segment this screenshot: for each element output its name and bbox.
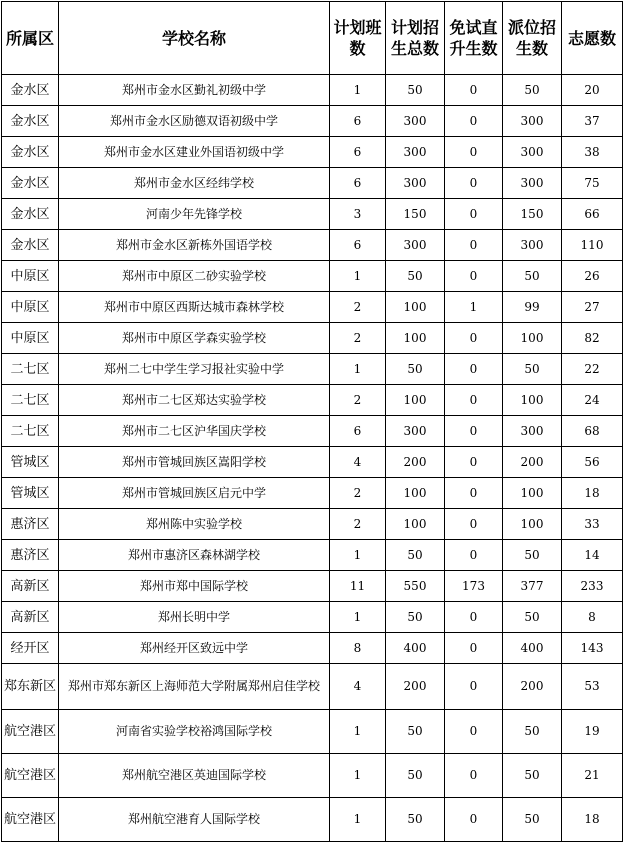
cell-planned-enrollment: 300	[386, 416, 445, 447]
cell-exempt-promotion: 0	[445, 261, 503, 292]
header-planned-enrollment: 计划招生总数	[386, 2, 445, 75]
cell-district: 金水区	[2, 199, 59, 230]
cell-planned-enrollment: 50	[386, 798, 445, 842]
cell-planned-enrollment: 100	[386, 509, 445, 540]
cell-district: 管城区	[2, 447, 59, 478]
cell-exempt-promotion: 173	[445, 571, 503, 602]
table-row	[2, 633, 623, 664]
header-applications: 志愿数	[562, 2, 623, 75]
cell-exempt-promotion: 1	[445, 292, 503, 323]
cell-exempt-promotion: 0	[445, 540, 503, 571]
cell-planned-classes: 6	[330, 230, 386, 261]
cell-planned-enrollment: 300	[386, 106, 445, 137]
cell-allocated-enrollment: 300	[503, 416, 562, 447]
cell-allocated-enrollment: 50	[503, 754, 562, 798]
header-row	[2, 2, 623, 75]
table-row	[2, 478, 623, 509]
cell-exempt-promotion: 0	[445, 168, 503, 199]
cell-applications: 75	[562, 168, 623, 199]
cell-school-name: 郑州市金水区励德双语初级中学	[59, 106, 330, 137]
cell-school-name: 郑州市中原区西斯达城市森林学校	[59, 292, 330, 323]
cell-planned-enrollment: 50	[386, 540, 445, 571]
table-row	[2, 754, 623, 798]
cell-exempt-promotion: 0	[445, 385, 503, 416]
cell-planned-enrollment: 150	[386, 199, 445, 230]
cell-exempt-promotion: 0	[445, 199, 503, 230]
cell-exempt-promotion: 0	[445, 798, 503, 842]
cell-applications: 24	[562, 385, 623, 416]
cell-planned-enrollment: 50	[386, 710, 445, 754]
cell-planned-classes: 1	[330, 798, 386, 842]
cell-district: 金水区	[2, 137, 59, 168]
cell-school-name: 郑州市金水区新栋外国语学校	[59, 230, 330, 261]
cell-applications: 22	[562, 354, 623, 385]
cell-exempt-promotion: 0	[445, 106, 503, 137]
table-body	[2, 75, 623, 842]
cell-exempt-promotion: 0	[445, 710, 503, 754]
cell-allocated-enrollment: 100	[503, 385, 562, 416]
cell-planned-classes: 3	[330, 199, 386, 230]
cell-planned-classes: 2	[330, 292, 386, 323]
cell-applications: 143	[562, 633, 623, 664]
cell-school-name: 郑州市郑东新区上海师范大学附属郑州启佳学校	[59, 664, 330, 710]
cell-applications: 18	[562, 798, 623, 842]
cell-planned-classes: 1	[330, 540, 386, 571]
cell-allocated-enrollment: 99	[503, 292, 562, 323]
cell-school-name: 郑州市管城回族区嵩阳学校	[59, 447, 330, 478]
cell-planned-classes: 6	[330, 416, 386, 447]
cell-allocated-enrollment: 100	[503, 509, 562, 540]
cell-applications: 26	[562, 261, 623, 292]
cell-applications: 110	[562, 230, 623, 261]
cell-school-name: 郑州市中原区学森实验学校	[59, 323, 330, 354]
cell-allocated-enrollment: 100	[503, 323, 562, 354]
cell-allocated-enrollment: 50	[503, 261, 562, 292]
cell-planned-enrollment: 50	[386, 75, 445, 106]
table-header	[2, 2, 623, 75]
cell-applications: 33	[562, 509, 623, 540]
cell-allocated-enrollment: 400	[503, 633, 562, 664]
cell-planned-classes: 2	[330, 478, 386, 509]
cell-applications: 19	[562, 710, 623, 754]
table-row	[2, 323, 623, 354]
cell-planned-enrollment: 300	[386, 168, 445, 199]
cell-planned-enrollment: 50	[386, 354, 445, 385]
cell-exempt-promotion: 0	[445, 137, 503, 168]
cell-planned-classes: 6	[330, 106, 386, 137]
cell-allocated-enrollment: 300	[503, 106, 562, 137]
cell-planned-enrollment: 100	[386, 478, 445, 509]
cell-planned-classes: 4	[330, 664, 386, 710]
header-district: 所属区	[2, 2, 59, 75]
cell-district: 高新区	[2, 602, 59, 633]
cell-planned-enrollment: 50	[386, 754, 445, 798]
table-row	[2, 199, 623, 230]
cell-allocated-enrollment: 50	[503, 710, 562, 754]
cell-district: 二七区	[2, 354, 59, 385]
cell-planned-classes: 1	[330, 75, 386, 106]
cell-allocated-enrollment: 377	[503, 571, 562, 602]
enrollment-table	[1, 1, 623, 842]
cell-applications: 18	[562, 478, 623, 509]
cell-allocated-enrollment: 100	[503, 478, 562, 509]
cell-district: 金水区	[2, 230, 59, 261]
cell-district: 航空港区	[2, 798, 59, 842]
table-row	[2, 798, 623, 842]
cell-applications: 66	[562, 199, 623, 230]
header-planned-classes: 计划班数	[330, 2, 386, 75]
table-row	[2, 710, 623, 754]
table-row	[2, 664, 623, 710]
cell-planned-classes: 1	[330, 261, 386, 292]
cell-allocated-enrollment: 50	[503, 798, 562, 842]
cell-district: 航空港区	[2, 710, 59, 754]
cell-allocated-enrollment: 50	[503, 75, 562, 106]
cell-district: 高新区	[2, 571, 59, 602]
cell-school-name: 郑州市二七区郑达实验学校	[59, 385, 330, 416]
cell-planned-enrollment: 100	[386, 323, 445, 354]
cell-school-name: 郑州市中原区二砂实验学校	[59, 261, 330, 292]
cell-school-name: 郑州市金水区建业外国语初级中学	[59, 137, 330, 168]
cell-applications: 233	[562, 571, 623, 602]
cell-school-name: 郑州市金水区经纬学校	[59, 168, 330, 199]
cell-exempt-promotion: 0	[445, 354, 503, 385]
cell-applications: 27	[562, 292, 623, 323]
cell-school-name: 河南少年先锋学校	[59, 199, 330, 230]
cell-allocated-enrollment: 50	[503, 602, 562, 633]
header-school-name: 学校名称	[59, 2, 330, 75]
table-row	[2, 354, 623, 385]
table-row	[2, 75, 623, 106]
cell-planned-enrollment: 550	[386, 571, 445, 602]
cell-district: 郑东新区	[2, 664, 59, 710]
cell-planned-classes: 2	[330, 323, 386, 354]
cell-exempt-promotion: 0	[445, 633, 503, 664]
table-row	[2, 416, 623, 447]
cell-planned-classes: 6	[330, 137, 386, 168]
cell-planned-enrollment: 300	[386, 230, 445, 261]
table-row	[2, 230, 623, 261]
table-row	[2, 602, 623, 633]
table-row	[2, 385, 623, 416]
cell-district: 惠济区	[2, 540, 59, 571]
cell-district: 惠济区	[2, 509, 59, 540]
cell-school-name: 郑州经开区致远中学	[59, 633, 330, 664]
cell-applications: 37	[562, 106, 623, 137]
cell-district: 二七区	[2, 385, 59, 416]
cell-planned-classes: 11	[330, 571, 386, 602]
cell-planned-enrollment: 50	[386, 602, 445, 633]
cell-applications: 38	[562, 137, 623, 168]
cell-planned-classes: 1	[330, 710, 386, 754]
cell-school-name: 郑州航空港育人国际学校	[59, 798, 330, 842]
cell-planned-enrollment: 200	[386, 664, 445, 710]
table-row	[2, 509, 623, 540]
cell-applications: 20	[562, 75, 623, 106]
cell-district: 中原区	[2, 292, 59, 323]
cell-exempt-promotion: 0	[445, 323, 503, 354]
cell-allocated-enrollment: 300	[503, 137, 562, 168]
cell-allocated-enrollment: 50	[503, 540, 562, 571]
cell-applications: 8	[562, 602, 623, 633]
cell-exempt-promotion: 0	[445, 230, 503, 261]
cell-planned-enrollment: 100	[386, 292, 445, 323]
cell-exempt-promotion: 0	[445, 509, 503, 540]
header-allocated-enrollment: 派位招生数	[503, 2, 562, 75]
cell-school-name: 郑州陈中实验学校	[59, 509, 330, 540]
cell-district: 管城区	[2, 478, 59, 509]
cell-planned-classes: 6	[330, 168, 386, 199]
cell-applications: 21	[562, 754, 623, 798]
table-row	[2, 571, 623, 602]
cell-allocated-enrollment: 50	[503, 354, 562, 385]
cell-exempt-promotion: 0	[445, 75, 503, 106]
cell-allocated-enrollment: 200	[503, 664, 562, 710]
cell-applications: 82	[562, 323, 623, 354]
cell-district: 金水区	[2, 168, 59, 199]
cell-planned-classes: 8	[330, 633, 386, 664]
cell-school-name: 郑州市二七区沪华国庆学校	[59, 416, 330, 447]
cell-exempt-promotion: 0	[445, 416, 503, 447]
cell-allocated-enrollment: 150	[503, 199, 562, 230]
header-exempt-promotion: 免试直升生数	[445, 2, 503, 75]
cell-planned-classes: 2	[330, 509, 386, 540]
cell-exempt-promotion: 0	[445, 754, 503, 798]
table-row	[2, 540, 623, 571]
cell-district: 航空港区	[2, 754, 59, 798]
table-row	[2, 106, 623, 137]
cell-school-name: 河南省实验学校裕鸿国际学校	[59, 710, 330, 754]
cell-applications: 68	[562, 416, 623, 447]
cell-allocated-enrollment: 200	[503, 447, 562, 478]
cell-planned-enrollment: 100	[386, 385, 445, 416]
cell-school-name: 郑州长明中学	[59, 602, 330, 633]
cell-school-name: 郑州市金水区勤礼初级中学	[59, 75, 330, 106]
cell-planned-enrollment: 200	[386, 447, 445, 478]
cell-school-name: 郑州市管城回族区启元中学	[59, 478, 330, 509]
cell-district: 中原区	[2, 261, 59, 292]
table-row	[2, 168, 623, 199]
cell-allocated-enrollment: 300	[503, 168, 562, 199]
cell-school-name: 郑州航空港区英迪国际学校	[59, 754, 330, 798]
table-row	[2, 137, 623, 168]
cell-planned-enrollment: 400	[386, 633, 445, 664]
cell-exempt-promotion: 0	[445, 478, 503, 509]
cell-school-name: 郑州二七中学生学习报社实验中学	[59, 354, 330, 385]
cell-applications: 14	[562, 540, 623, 571]
cell-school-name: 郑州市惠济区森林湖学校	[59, 540, 330, 571]
cell-exempt-promotion: 0	[445, 664, 503, 710]
cell-allocated-enrollment: 300	[503, 230, 562, 261]
cell-exempt-promotion: 0	[445, 602, 503, 633]
cell-planned-classes: 1	[330, 354, 386, 385]
table-row	[2, 447, 623, 478]
cell-applications: 56	[562, 447, 623, 478]
cell-school-name: 郑州市郑中国际学校	[59, 571, 330, 602]
cell-district: 金水区	[2, 106, 59, 137]
cell-planned-classes: 2	[330, 385, 386, 416]
cell-district: 经开区	[2, 633, 59, 664]
cell-planned-classes: 1	[330, 602, 386, 633]
cell-planned-classes: 1	[330, 754, 386, 798]
cell-planned-classes: 4	[330, 447, 386, 478]
cell-planned-enrollment: 300	[386, 137, 445, 168]
cell-planned-enrollment: 50	[386, 261, 445, 292]
table-row	[2, 292, 623, 323]
cell-applications: 53	[562, 664, 623, 710]
cell-district: 二七区	[2, 416, 59, 447]
cell-district: 中原区	[2, 323, 59, 354]
table-row	[2, 261, 623, 292]
cell-district: 金水区	[2, 75, 59, 106]
cell-exempt-promotion: 0	[445, 447, 503, 478]
